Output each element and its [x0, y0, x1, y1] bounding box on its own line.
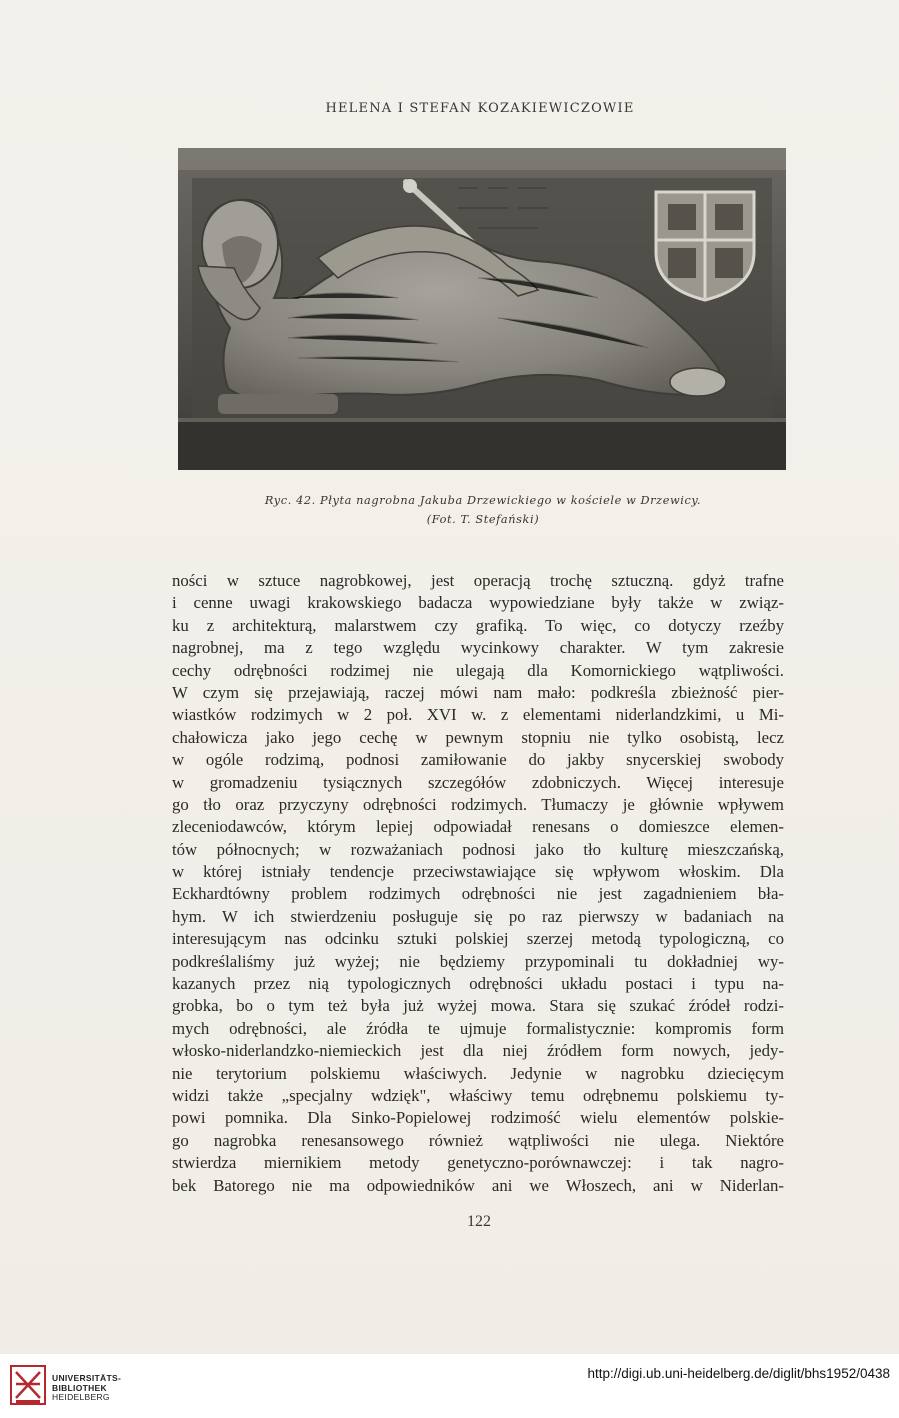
body-line: zleceniodawców, którym lepiej odpowiadał renesans o domieszce elemen- — [172, 817, 784, 837]
caption-line-2: (Fot. T. Stefański) — [426, 513, 540, 526]
tomb-slab-photo — [178, 148, 786, 470]
figure-caption — [178, 491, 788, 529]
body-line: interesującym nas odcinku sztuki polskiej szerzej metodą typologiczną, co — [172, 929, 784, 949]
source-url-link[interactable]: http://digi.ub.uni-heidelberg.de/diglit/bhs1952/0438 — [587, 1366, 890, 1381]
coat-of-arms-icon — [656, 192, 754, 300]
library-name — [52, 1374, 121, 1403]
body-line: i cenne uwagi krakowskiego badacza wypowiedziane były także w związ- — [172, 593, 784, 613]
body-line: nie terytorium polskiemu właściwych. Jedynie w nagrobku dziecięcym — [172, 1063, 784, 1083]
body-line: hym. W ich stwierdzeniu posługuje się po raz pierwszy w badaniach na — [172, 906, 784, 926]
body-line: stwierdza miernikiem metody genetyczno-porównawczej: i tak nagro- — [172, 1153, 784, 1173]
body-line: w której istniały tendencje przeciwstawiające się wpływom włoskim. Dla — [172, 862, 784, 882]
body-line: go nagrobka renesansowego również wątpliwości nie ulega. Niektóre — [172, 1130, 784, 1150]
page-number: 122 — [467, 1213, 491, 1230]
body-line: włosko-niderlandzko-niemieckich jest dla niej źródłem form nowych, jedy- — [172, 1041, 784, 1061]
body-line: go tło oraz przyczyny odrębności rodzimych. Tłumaczy je głównie wpływem — [172, 794, 784, 814]
body-line: Eckhardtówny problem rodzimych odrębności nie jest zagadnieniem bła- — [172, 884, 784, 904]
body-line: wiastków rodzimych w 2 poł. XVI w. z elementami niderlandzkimi, u Mi- — [172, 705, 784, 725]
body-line: w ogóle rodzimą, podnosi zamiłowanie do jakby snycerskiej swobody — [172, 750, 784, 770]
library-name-line-1: UNIVERSITÄTS- — [52, 1373, 122, 1383]
body-line: nagrobnej, ma z tego względu wycinkowy charakter. W tym zakresie — [172, 638, 784, 658]
body-line: cechy odrębności rodzimej nie ulegają dla Komornickiego wątpliwości. — [172, 660, 784, 680]
body-line: mych odrębności, ale źródła te ujmuje formalistycznie: kompromis form — [172, 1018, 784, 1038]
body-line: grobka, bo o tym też była już wyżej mowa. Stara się szukać źródeł rodzi- — [172, 996, 784, 1016]
university-library-logo-icon — [10, 1362, 46, 1408]
body-line: widzi także „specjalny wdzięk", właściwy temu odrębnemu polskiemu ty- — [172, 1085, 784, 1105]
caption-line-1: Ryc. 42. Płyta nagrobna Jakuba Drzewickiego w kościele w Drzewicy. — [264, 494, 702, 507]
body-text — [172, 570, 784, 1197]
tomb-slab-illustration — [178, 148, 786, 470]
body-line: W czym się przejawiają, raczej mówi nam mało: podkreśla zbieżność pier- — [172, 682, 784, 702]
running-head: HELENA I STEFAN KOZAKIEWICZOWIE — [325, 101, 635, 116]
body-line: chałowicza jako jego cechę w pewnym stopniu nie tylko osobistą, lecz — [172, 727, 784, 747]
body-line: kazanych przez nią typologicznych odrębności układu postaci i typu na- — [172, 974, 784, 994]
footer-bar — [0, 1354, 899, 1418]
body-line: podkreślaliśmy już wyżej; nie będziemy przypominali tu dokładniej wy- — [172, 951, 784, 971]
library-name-line-2: BIBLIOTHEK — [52, 1382, 107, 1393]
body-line: bek Batorego nie ma odpowiedników ani we Włoszech, ani w Niderlan- — [172, 1175, 784, 1195]
body-line: ku z architekturą, malarstwem czy grafiką. To więc, co dotyczy rzeźby — [172, 615, 784, 635]
body-line: w gromadzeniu tysiącznych szczegółów zdobniczych. Więcej interesuje — [172, 772, 784, 792]
body-line: ności w sztuce nagrobkowej, jest operacją trochę sztuczną. gdyż trafne — [172, 571, 784, 590]
body-line: powi pomnika. Dla Sinko-Popielowej rodzimość wielu elementów polskie- — [172, 1108, 784, 1128]
library-name-line-3: HEIDELBERG — [52, 1392, 110, 1403]
body-line: tów północnych; w rozważaniach podnosi jako tło kulturę mieszczańską, — [172, 839, 784, 859]
